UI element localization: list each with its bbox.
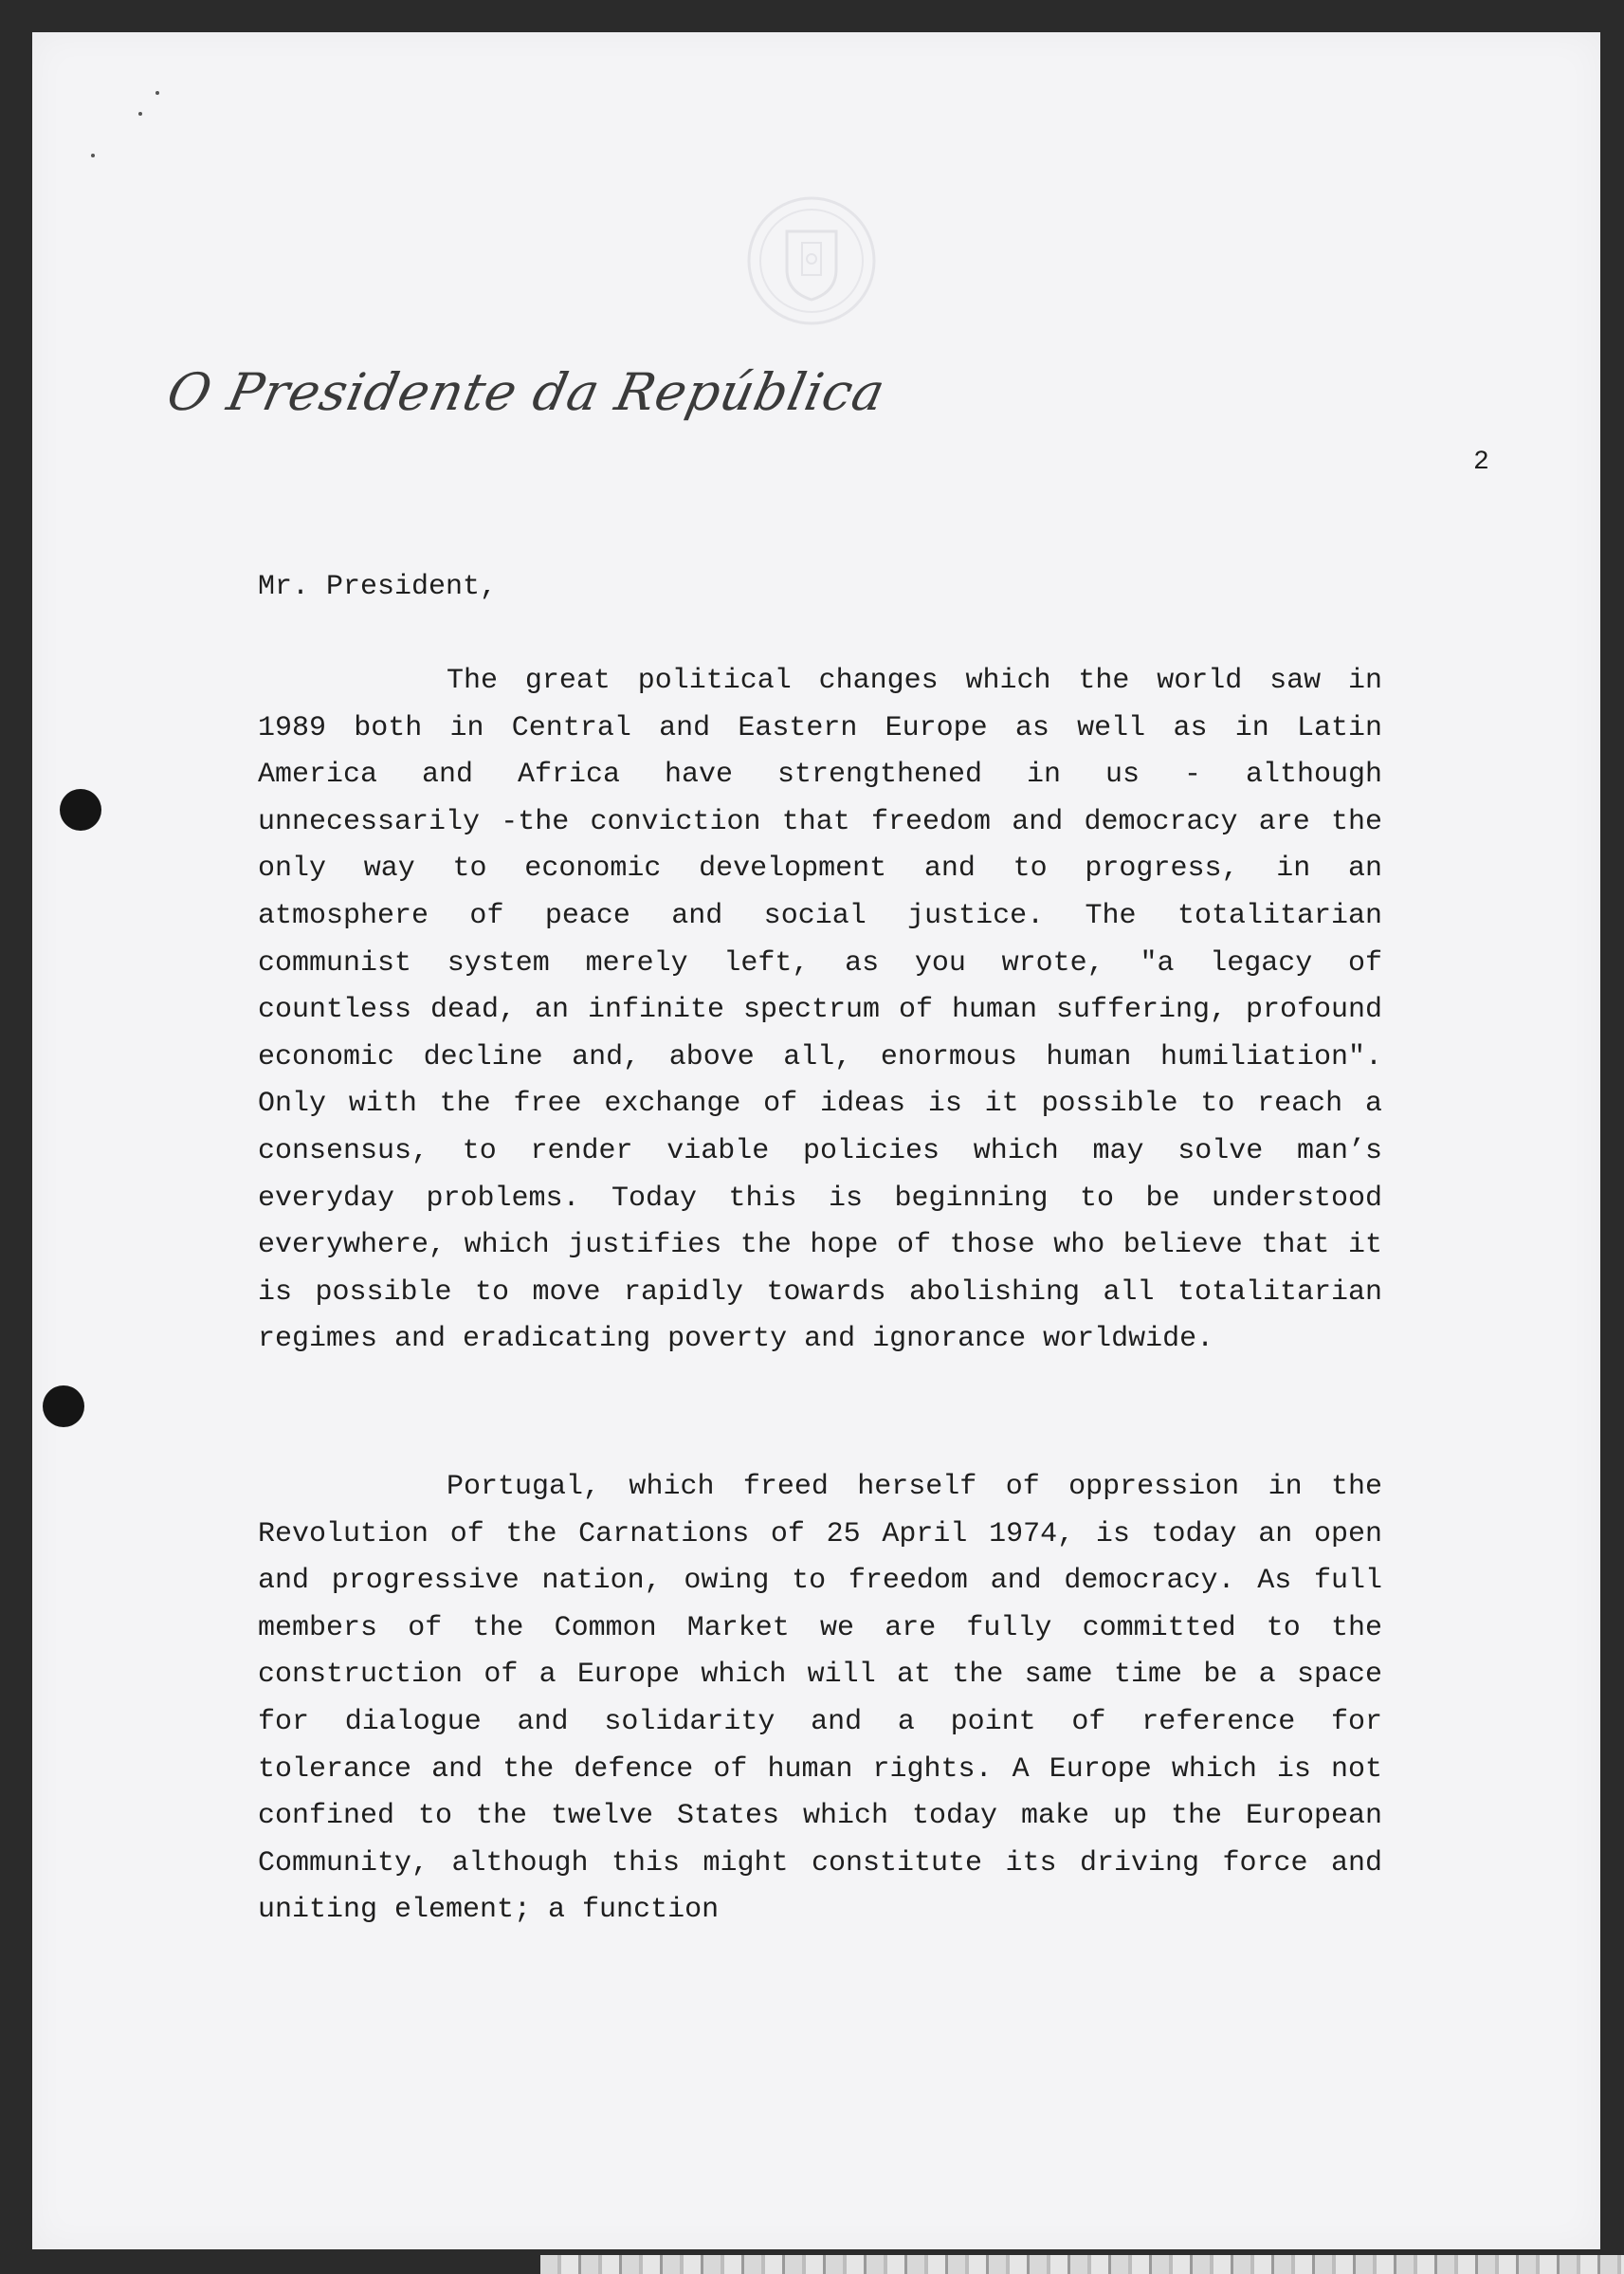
- punch-hole: [43, 1385, 84, 1427]
- scan-speck: [138, 112, 142, 116]
- scan-speck: [91, 154, 95, 157]
- scan-edge-strip: [540, 2255, 1624, 2274]
- embossed-coat-of-arms-icon: [745, 193, 878, 328]
- body-paragraph: Portugal, which freed herself of oppression in the Revolution of the Carnations of 25 April 1974, is today an open and progressive nation, owing to freedom and democracy. As full members of the Common Market we are fully committed to the construction of a Europe which will at the same time be a space for dialogue and solidarity and a point of reference for tolerance and the defence of human rights. A Europe which is not confined to the twelve States which today make up the European Community, although this might constitute its driving force and uniting element; a function: [258, 1471, 1382, 1927]
- scan-speck: [155, 91, 159, 95]
- letterhead-title: O Presidente da República: [162, 362, 891, 422]
- letter-page: [32, 32, 1600, 2249]
- salutation: Mr. President,: [258, 571, 498, 603]
- page-number: 2: [1473, 448, 1489, 477]
- punch-hole: [60, 789, 101, 831]
- body-paragraph: The great political changes which the world saw in 1989 both in Central and Eastern Europe as well as in Latin America and Africa have strengthened in us - although unnecessarily -the conviction that freedom and democracy are the only way to economic development and to progress, in an atmosphere of peace and social justice. The totalitarian communist system merely left, as you wrote, "a legacy of countless dead, an infinite spectrum of human suffering, profound economic decline and, above all, enormous human humiliation". Only with the free exchange of ideas is it possible to reach a consensus, to render viable policies which may solve man’s everyday problems. Today this is beginning to be understood everywhere, which justifies the hope of those who believe that it is possible to move rapidly towards abolishing all totalitarian regimes and eradicating poverty and ignorance worldwide.: [258, 665, 1382, 1356]
